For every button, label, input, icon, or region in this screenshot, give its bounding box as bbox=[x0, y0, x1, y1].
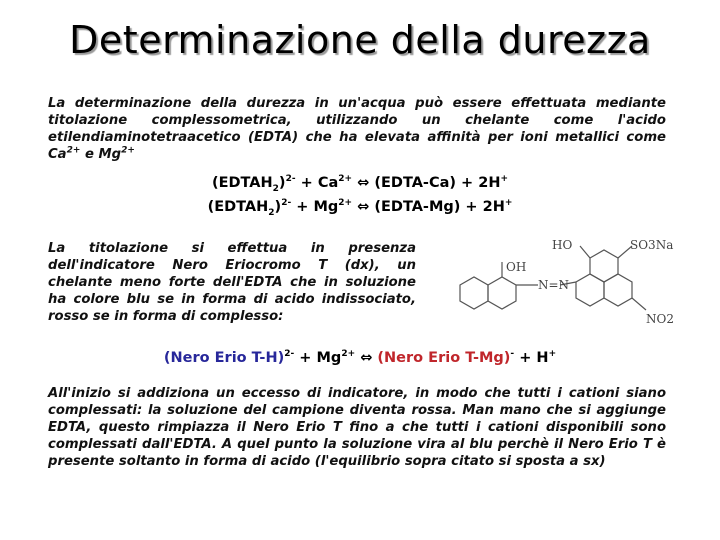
ion-mg-charge: 2+ bbox=[121, 145, 135, 156]
equation-ca bbox=[0, 174, 720, 194]
indicator-paragraph: La titolazione si effettua in presenza dell'indicatore Nero Eriocromo T (dx), un chelante meno forte dell'EDTA che in soluzione ha colore blu se in forma di acido indissociato, rosso se in forma di complesso: bbox=[48, 241, 416, 324]
label-so3na: SO3Na bbox=[630, 238, 674, 252]
eq3-red-charge: - bbox=[510, 349, 515, 360]
eq2-ion: Mg bbox=[313, 199, 339, 215]
eq1-close: ) bbox=[278, 175, 286, 191]
eq2-ion-charge: 2+ bbox=[338, 198, 353, 209]
eq2-rhs-charge: + bbox=[504, 198, 513, 209]
eq1-ion-charge: 2+ bbox=[338, 174, 353, 185]
label-nn: N=N bbox=[538, 278, 570, 292]
eq1-rhs-charge: + bbox=[500, 174, 509, 185]
eriochrome-black-t-structure bbox=[440, 230, 680, 330]
eq1-plus: + bbox=[300, 175, 313, 191]
eq1-lhs: (EDTAH bbox=[211, 175, 273, 191]
eq2-arrow: ⇔ bbox=[357, 199, 370, 215]
intro-paragraph bbox=[48, 95, 666, 163]
label-no2: NO2 bbox=[646, 312, 674, 326]
ion-ca: Ca bbox=[48, 147, 67, 162]
slide-title: Determinazione della durezza bbox=[69, 18, 651, 62]
eq2-charge: 2- bbox=[281, 198, 292, 209]
eq1-sub: 2 bbox=[272, 183, 279, 194]
eq1-charge: 2- bbox=[285, 174, 296, 185]
eq3-ion-charge: 2+ bbox=[341, 349, 356, 360]
eq3-plus: + bbox=[299, 350, 312, 366]
equation-indicator bbox=[0, 350, 720, 366]
eq1-arrow: ⇔ bbox=[357, 175, 370, 191]
eq3-tail-charge: + bbox=[548, 349, 557, 360]
intro-text: La determinazione della durezza in un'acqua può essere effettuata mediante titolazione complessometrica, utilizzando un chelante come l'acido etilendiaminotetraacetico (EDTA) che ha elevata affinità per ioni metallici come bbox=[48, 96, 666, 145]
ion-and: e bbox=[84, 147, 94, 162]
eq2-lhs: (EDTAH bbox=[207, 199, 269, 215]
eq1-ion: Ca bbox=[317, 175, 339, 191]
label-oh: OH bbox=[506, 260, 527, 274]
eq2-close: ) bbox=[274, 199, 282, 215]
final-paragraph: All'inizio si addiziona un eccesso di indicatore, in modo che tutti i cationi siano complessati: la soluzione del campione diventa rossa. Man mano che si aggiunge EDTA, questo rimpiazza il Nero Erio T fino a che tutti i cationi disponibili sono complessati dall'EDTA. A quel punto la soluzione vira al blu perchè il Nero Erio T è presente soltanto in forma di acido (l'equilibrio sopra citato si sposta a sx) bbox=[48, 386, 666, 469]
eq1-rhs: (EDTA-Ca) + 2H bbox=[374, 175, 501, 191]
eq3-tail: + H bbox=[519, 350, 549, 366]
eq3-arrow: ⇔ bbox=[360, 350, 373, 366]
label-ho: HO bbox=[552, 238, 573, 252]
ion-ca-charge: 2+ bbox=[66, 145, 81, 156]
eq3-blue-charge: 2- bbox=[284, 349, 295, 360]
eq3-ion: Mg bbox=[316, 350, 342, 366]
indicator-red-form: (Nero Erio T-Mg) bbox=[377, 350, 511, 366]
eq2-sub: 2 bbox=[268, 207, 275, 218]
eq2-rhs: (EDTA-Mg) + 2H bbox=[374, 199, 505, 215]
indicator-blue-form: (Nero Erio T-H) bbox=[163, 350, 285, 366]
eq2-plus: + bbox=[296, 199, 309, 215]
ion-mg: Mg bbox=[98, 147, 122, 162]
equation-mg bbox=[0, 198, 720, 218]
